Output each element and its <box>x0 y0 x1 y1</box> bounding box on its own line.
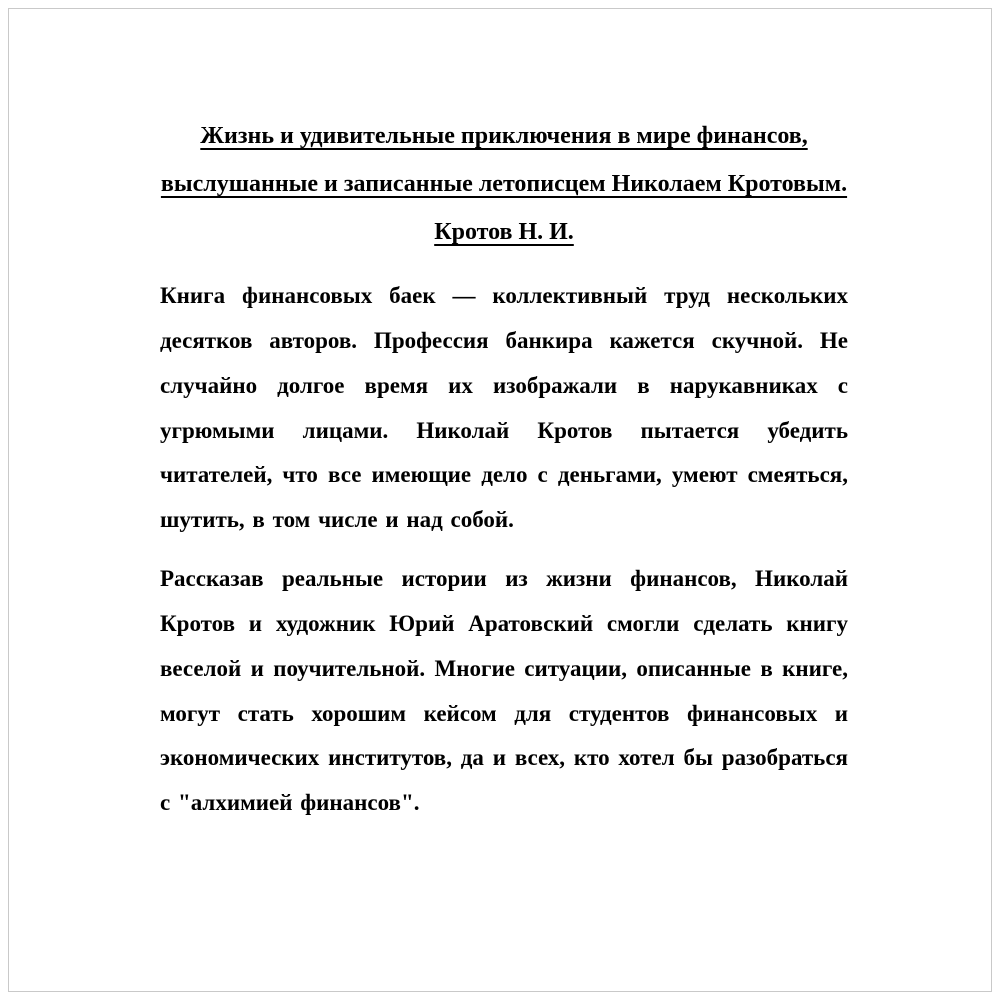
document-content <box>160 112 848 826</box>
paragraph-book-description: Книга финансовых баек — коллективный труд нескольких десятков авторов. Профессия банкира кажется скучной. Не случайно долгое время их изображали в нарукавниках с угрюмыми лицами. Николай Кротов пытается убедить читателей, что все имеющие дело с деньгами, умеют смеяться, шутить, в том числе и над собой. <box>160 283 848 533</box>
paragraph-authors-note: Рассказав реальные истории из жизни финансов, Николай Кротов и художник Юрий Аратовский смогли сделать книгу веселой и поучительной. Многие ситуации, описанные в книге, могут стать хорошим кейсом для студентов финансовых и экономических институтов, да и всех, кто хотел бы разобраться с "алхимией финансов". <box>160 566 848 816</box>
document-title: Жизнь и удивительные приключения в мире финансов, выслушанные и записанные летописцем Николаем Кротовым. Кротов Н. И. <box>160 123 848 245</box>
